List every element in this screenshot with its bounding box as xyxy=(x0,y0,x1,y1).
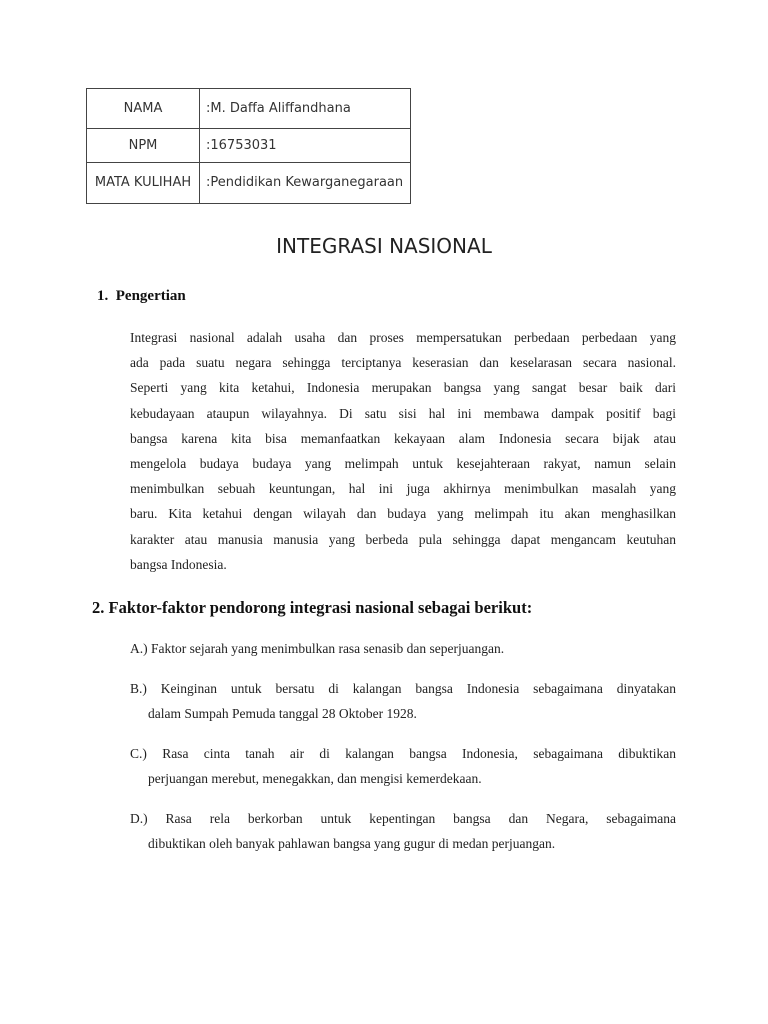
label-cell: NAMA xyxy=(87,89,200,129)
paragraph-line: bangsa Indonesia. xyxy=(130,556,227,572)
table-row xyxy=(87,129,411,163)
paragraph-line: menimbulkan sebuah keuntungan, hal ini juga akhirnya menimbulkan masalah yang xyxy=(130,481,676,497)
list-item-line: D.) Rasa rela berkorban untuk kepentingan bangsa dan Negara, sebagaimana xyxy=(130,811,676,826)
paragraph-line: mengelola budaya budaya yang melimpah untuk kesejahteraan rakyat, namun selain xyxy=(130,456,676,471)
list-item-line: C.) Rasa cinta tanah air di kalangan bangsa Indonesia, sebagaimana dibuktikan xyxy=(130,746,676,761)
document-title: INTEGRASI NASIONAL xyxy=(276,234,492,258)
identity-table xyxy=(86,88,411,204)
paragraph-line: Seperti yang kita ketahui, Indonesia merupakan bangsa yang sangat besar baik dari xyxy=(130,380,676,396)
section-heading: 1. Pengertian xyxy=(97,288,186,304)
list-item-line: B.) Keinginan untuk bersatu di kalangan bangsa Indonesia sebagaimana dinyatakan xyxy=(130,681,676,696)
table-row xyxy=(87,163,411,204)
label-cell: MATA KULIHAH xyxy=(87,163,200,204)
table-row xyxy=(87,89,411,129)
label-cell: NPM xyxy=(87,129,200,163)
list-item-line: A.) Faktor sejarah yang menimbulkan rasa senasib dan seperjuangan. xyxy=(130,641,505,656)
list-item-line: dibuktikan oleh banyak pahlawan bangsa yang gugur di medan perjuangan. xyxy=(148,836,556,851)
paragraph-line: Integrasi nasional adalah usaha dan proses mempersatukan perbedaan perbedaan yang xyxy=(130,330,676,345)
paragraph-line: karakter atau manusia manusia yang berbeda pula sehingga dapat mengancam keutuhan xyxy=(130,531,676,547)
list-item-line: perjuangan merebut, menegakkan, dan mengisi kemerdekaan. xyxy=(148,771,482,786)
value-cell: :M. Daffa Aliffandhana xyxy=(200,89,411,129)
section-heading: 2. Faktor-faktor pendorong integrasi nasional sebagai berikut: xyxy=(92,598,533,617)
value-cell: :16753031 xyxy=(200,129,411,163)
paragraph-line: kebudayaan ataupun wilayahnya. Di satu sisi hal ini membawa dampak positif bagi xyxy=(130,405,676,421)
list-item-line: dalam Sumpah Pemuda tanggal 28 Oktober 1928. xyxy=(148,706,417,721)
paragraph-line: baru. Kita ketahui dengan wilayah dan budaya yang melimpah itu akan menghasilkan xyxy=(130,506,676,522)
paragraph-line: ada pada suatu negara sehingga terciptanya keserasian dan keselarasan secara nasional. xyxy=(130,355,676,371)
value-cell: :Pendidikan Kewarganegaraan xyxy=(200,163,411,204)
paragraph-line: bangsa karena kita bisa memanfaatkan kekayaan alam Indonesia secara bijak atau xyxy=(130,430,676,446)
